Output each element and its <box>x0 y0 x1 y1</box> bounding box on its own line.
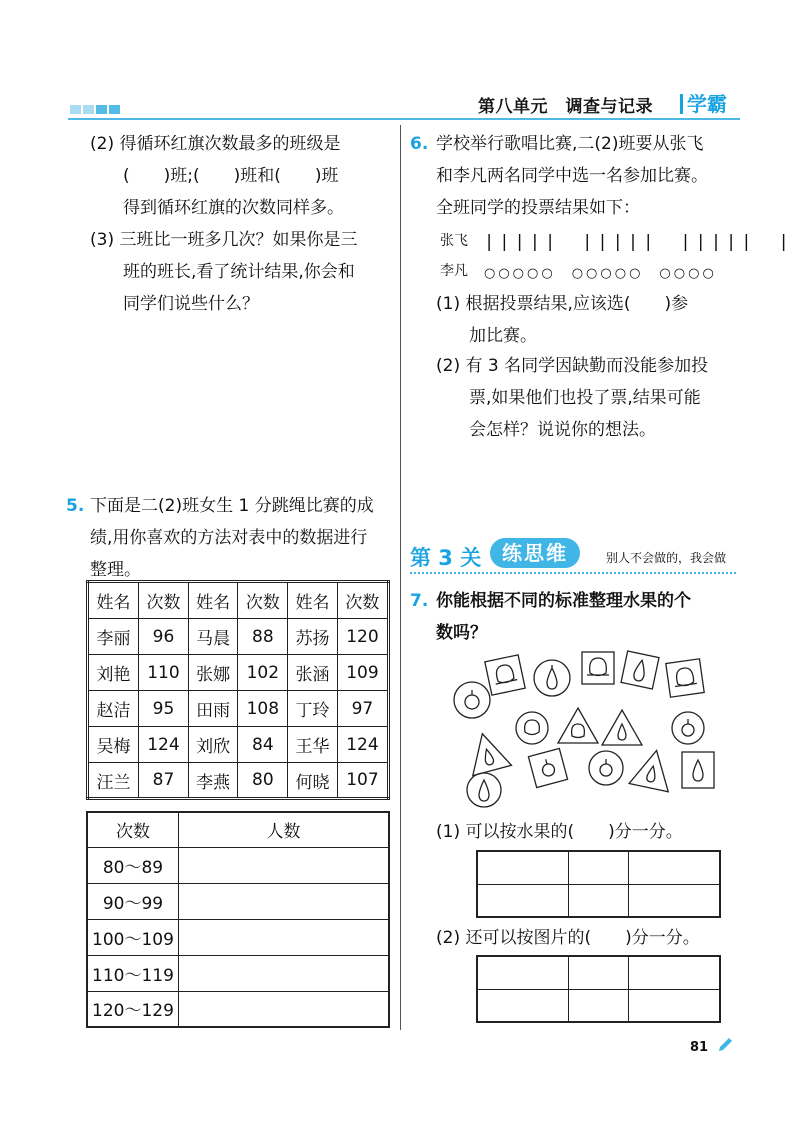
count-cell: 84 <box>238 727 288 763</box>
name-cell: 吴梅 <box>88 727 139 763</box>
brand-logo <box>680 88 727 117</box>
q6-1-line2: 加比赛。 <box>469 326 537 346</box>
header-decor <box>70 99 122 118</box>
name-cell: 李丽 <box>88 619 139 655</box>
page-number: 81 <box>690 1040 709 1055</box>
column-divider <box>400 125 401 1030</box>
answer-cell[interactable] <box>179 919 390 955</box>
q5-line1: 下面是二(2)班女生 1 分跳绳比赛的成 <box>90 496 374 516</box>
q6-line2: 和李凡两名同学中选一名参加比赛。 <box>436 166 708 186</box>
header-cell: 姓名 <box>288 582 338 619</box>
header-cell: 姓名 <box>88 582 139 619</box>
square-peach-icon <box>485 655 525 695</box>
table-row <box>88 655 389 691</box>
q7-number <box>410 585 428 617</box>
name-cell: 张涵 <box>288 655 338 691</box>
q6-2-line2: 票,如果他们也投了票,结果可能 <box>469 388 701 408</box>
circle-apple-icon <box>589 751 623 785</box>
answer-cell[interactable] <box>179 847 390 883</box>
q5-num: 5. <box>66 496 85 516</box>
fruit-pictures <box>440 650 730 810</box>
name-cell: 汪兰 <box>88 763 139 799</box>
q6-line1: 学校举行歌唱比赛,二(2)班要从张飞 <box>436 134 704 154</box>
q6-num: 6. <box>410 134 429 154</box>
answer-cell[interactable] <box>568 989 629 1022</box>
name-cell: 王华 <box>288 727 338 763</box>
answer-cell[interactable] <box>568 851 629 884</box>
header-cell: 次数 <box>87 812 179 847</box>
range-table-header <box>87 812 389 847</box>
range-cell: 90～99 <box>87 883 179 919</box>
score-table-header <box>88 582 389 619</box>
answer-cell[interactable] <box>629 851 720 884</box>
square-peach-icon <box>666 659 704 697</box>
answer-cell[interactable] <box>477 851 568 884</box>
answer-cell[interactable] <box>629 884 720 917</box>
q7-line1: 你能根据不同的标准整理水果的个 <box>436 591 691 611</box>
section-subtitle: 别人不会做的，我会做 <box>606 551 727 565</box>
q7-1: (1) 可以按水果的( )分一分。 <box>436 822 683 842</box>
answer-cell[interactable] <box>477 956 568 989</box>
name-cell: 马晨 <box>188 619 238 655</box>
square-pear-icon <box>621 651 659 689</box>
circle-apple-icon <box>454 682 490 718</box>
header-cell: 姓名 <box>188 582 238 619</box>
count-cell: 107 <box>337 763 388 799</box>
range-cell: 120～129 <box>87 991 179 1027</box>
count-cell: 87 <box>139 763 189 799</box>
tally-label-zhang: 张飞 <box>440 233 468 249</box>
q3-line3: 同学们说些什么？ <box>123 294 259 314</box>
answer-grid-1 <box>476 850 721 918</box>
q7-line2: 数吗？ <box>436 623 487 643</box>
q3-line1: (3) 三班比一班多几次？如果你是三 <box>90 230 358 250</box>
count-cell: 88 <box>238 619 288 655</box>
count-cell: 124 <box>139 727 189 763</box>
pencil-icon <box>716 1036 734 1054</box>
q2-line2: ( )班;( )班和( )班 <box>123 166 339 186</box>
brand-text: 学霸 <box>687 92 727 116</box>
count-cell: 96 <box>139 619 189 655</box>
count-cell: 109 <box>337 655 388 691</box>
circle-apple-icon <box>672 712 704 744</box>
q7-num: 7. <box>410 591 429 611</box>
square-peach-icon <box>582 652 614 684</box>
name-cell: 刘欣 <box>188 727 238 763</box>
q6-number <box>410 128 428 160</box>
table-row <box>87 847 389 883</box>
q5-number <box>66 490 84 522</box>
square-apple-icon <box>528 748 567 787</box>
name-cell: 苏扬 <box>288 619 338 655</box>
score-table <box>86 580 390 800</box>
header-cell: 次数 <box>139 582 189 619</box>
square-pear-icon <box>682 752 714 788</box>
circle-peach-icon <box>516 712 548 744</box>
count-cell: 80 <box>238 763 288 799</box>
tally-marks-li: ○○○○○ ○○○○○ ○○○○ <box>484 266 717 281</box>
answer-cell[interactable] <box>629 956 720 989</box>
range-table <box>86 811 390 1028</box>
header-cell: 次数 <box>238 582 288 619</box>
q7-2: (2) 还可以按图片的( )分一分。 <box>436 928 700 948</box>
triangle-pear-icon <box>602 710 642 745</box>
q6-2-line1: (2) 有 3 名同学因缺勤而没能参加投 <box>436 356 709 376</box>
table-row <box>88 619 389 655</box>
count-cell: 124 <box>337 727 388 763</box>
table-row <box>88 727 389 763</box>
table-row <box>88 763 389 799</box>
table-row <box>87 883 389 919</box>
answer-cell[interactable] <box>179 955 390 991</box>
q3-line2: 班的班长,看了统计结果,你会和 <box>123 262 355 282</box>
section-title: 练思维 <box>490 538 580 568</box>
q6-line3: 全班同学的投票结果如下： <box>436 198 640 218</box>
table-row <box>87 955 389 991</box>
q6-1-line1: (1) 根据投票结果,应该选( )参 <box>436 294 689 314</box>
name-cell: 刘艳 <box>88 655 139 691</box>
count-cell: 120 <box>337 619 388 655</box>
count-cell: 97 <box>337 691 388 727</box>
answer-cell[interactable] <box>568 884 629 917</box>
circle-pear-icon <box>534 660 570 696</box>
name-cell: 丁玲 <box>288 691 338 727</box>
triangle-pear-icon <box>463 729 511 776</box>
triangle-pear-icon <box>629 746 676 791</box>
answer-grid-2 <box>476 955 721 1023</box>
table-row <box>87 991 389 1027</box>
name-cell: 赵洁 <box>88 691 139 727</box>
triangle-peach-icon <box>558 708 598 743</box>
answer-cell[interactable] <box>179 991 390 1027</box>
answer-cell[interactable] <box>477 989 568 1022</box>
table-row <box>88 691 389 727</box>
name-cell: 李燕 <box>188 763 238 799</box>
name-cell: 何晓 <box>288 763 338 799</box>
q5-line3: 整理。 <box>90 560 141 580</box>
count-cell: 108 <box>238 691 288 727</box>
name-cell: 张娜 <box>188 655 238 691</box>
banner-rule <box>410 572 736 574</box>
answer-cell[interactable] <box>477 884 568 917</box>
answer-cell[interactable] <box>629 989 720 1022</box>
header-cell: 次数 <box>337 582 388 619</box>
header-cell: 人数 <box>179 812 390 847</box>
name-cell: 田雨 <box>188 691 238 727</box>
header-rule <box>68 118 740 120</box>
q6-2-line3: 会怎样？说说你的想法。 <box>469 420 656 440</box>
range-cell: 80～89 <box>87 847 179 883</box>
answer-cell[interactable] <box>179 883 390 919</box>
count-cell: 110 <box>139 655 189 691</box>
level-label: 第 3 关 <box>410 546 482 570</box>
range-cell: 100～109 <box>87 919 179 955</box>
range-cell: 110～119 <box>87 955 179 991</box>
count-cell: 102 <box>238 655 288 691</box>
count-cell: 95 <box>139 691 189 727</box>
table-row <box>87 919 389 955</box>
tally-marks-zhang: ||||| ||||| ||||| | <box>484 232 794 252</box>
answer-cell[interactable] <box>568 956 629 989</box>
q2-line1: (2) 得循环红旗次数最多的班级是 <box>90 134 341 154</box>
tally-label-li: 李凡 <box>440 263 468 279</box>
circle-pear-icon <box>467 773 501 807</box>
unit-title: 第八单元 调查与记录 <box>478 97 653 117</box>
q2-line3: 得到循环红旗的次数同样多。 <box>123 198 344 218</box>
q5-line2: 绩,用你喜欢的方法对表中的数据进行 <box>90 528 368 548</box>
